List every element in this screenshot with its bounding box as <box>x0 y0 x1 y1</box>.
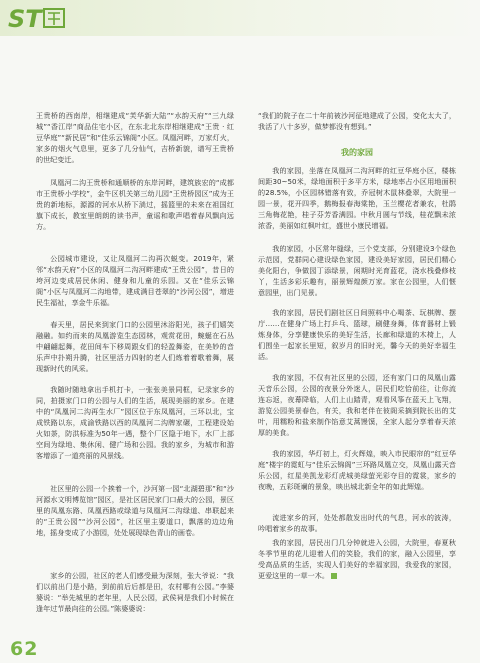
svg-text:ST: ST <box>8 5 42 33</box>
intro-paragraph: “我们的院子在二十年前被沙河征地建成了公园，变化太大了，我活了八十多岁，做梦都没有想到。” <box>258 111 456 131</box>
end-mark-icon <box>331 573 337 579</box>
paragraph: 我的家园，居民们剧社区日间照料中心喝茶、玩棋牌、摆庁……在健身广场上打乒乓、篮球，刷健身舞，体育器材上锻炼身体，分享健康快乐的美好生活，长廊和绿道的木椅上，人们围坐一起家长里短，叙岁月的旧时光，馨今天的美好幸福生活。 <box>258 308 456 361</box>
paragraph: 我的家园，华灯初上，灯火辉煌，映入市民眼帘的“红豆华庭”楼宇的霓虹与“佳乐云锦阁”三环路凤凰立交，凤凰山露天音乐公园，红星美凯龙彩灯虎城美绿萤光彩夺目的霓裳，家乡的夜晚，五彩斑斓的景象，映出城北新全年的如此辉煌。 <box>258 449 456 491</box>
paragraph: 我的家园，不仅有社区里的公园，还有家门口的凤凰山露天音乐公园，公园的夜景分外迷人，居民们吃恰前往，让你流连忘返，夜幕降临，人们上山踏青，观看风筝在蓝天上飞翔，游览公园美景春色，有关，我和老伴在彼阁采摘到院长出的艾叶，用糯粉和盐来制作馅意艾蒿馒馍，全家人起分享着春天浓厚的美食。 <box>258 373 456 437</box>
paragraph-text: 我的家园，居民出门几分钟就进入公园，大院里，春夏秋冬季节里的花儿迎着人们的笑脸，我们的家，融入公园里，享受高品质的生活，实现人们美好的幸福家园，我爱我的家园，更爱这里的一草一木。 <box>258 538 456 580</box>
paragraph: 家乡的公园，社区的老人们感受最为深刻，张大爷说：“我们以前出门是小路，到前前后后都是田，农村哪有公园。”李婆婆说：“举先城里的老年里，人民公园，武侯祠是我们小时候在逢年过节最向往的公园。”陈婆婆说： <box>36 571 234 613</box>
paragraph: 我随时随地拿出手机打卡，一张张美景同框，记录家乡的同，拍摄家门口的公园与人们的生活，展现美丽的家乡。在建中的“凤凰河二沟再生水厂”园区位于东凤凰河，三环以北，宝成铁路以东，成渝铁路以西的凤凰河二沟牌家碾，工程建设始火如荼，防洪标准为50年一遇，整个厂区隐于地下，水厂上部空间为绿地、集休闲、健广场和公园。我的家乡，为城市和游客增添了一道亮丽的风景线。 <box>36 385 234 460</box>
paragraph: 我的家园，坐落在凤凰河二沟河畔的红豆华庭小区，楼栋间距30~50米，绿地面积于多平方米，绿地率占小区用地面积的28.5%，小区园林错落有致，乔冠树木鼠林叠翠，大院里一园一景，花开四季，鹅梅报春海棠艳，玉兰樱花者兼农，杜鹃三角梅花艳，桂子芬芳香满园。中秋月圆与节线，桂花飘未浓浓香，美丽如红枫叶红，盛世小康民增福。 <box>258 166 456 230</box>
paragraph: 流进家乡的河，处处都散发出时代的气息，河水的波涛，吟唱着家乡的故事。 <box>258 513 456 533</box>
paragraph: 王贵桥的西南岸，相继建成“芙华新大陆”“水韵天府”“三九绿城”“香江岸”商品住宅小区，在东北北东岸相继建成“王贵 · 红豆华庭”“新民居”和“佳乐云锦阁”小区。凤凰河畔，万家灯火，家多的烟火气息里，更多了几分仙气，吉桥新貌，谱写王贵桥的世纪变迁。 <box>36 111 234 164</box>
paragraph: 春天里，居民来到家门口的公园里沐浴阳光，孩子们嬉笑融融。如约而来的凤凰游览生态园林，观赏花田，蜿蜒在石丛中翩翩起舞，花田间车下移周跟女们的轻盈舞姿，在美妙的音乐声中扑朔升腾，社区里活力四射的老人们炼着着歌着舞，展现新时代的风采。 <box>36 320 234 373</box>
paragraph: 我的家园，小区常年缝绿，三个党支部，分别建设3个绿色示范园，党群同心建设绿色家园，建设美好家园，居民们精心美化阳台，争做园丁添绿景，闲期时光育蓝花，浇水栈叠修枝丫，生活多彩乐趣有，丽景辉煌颜万家。家在公园里，人们惬意园里，出门见景。 <box>258 244 456 297</box>
paragraph: 凤凰河二沟王贵桥和通顺桥的东岸河畔，建筑族宏的“成都市王贵桥小学校”，金牛区机关第三幼儿园“王贵桥园区”成为王贵的新地标，源源的河水从桥下淌过，摇篮里的未来在祖国红旗下成长，教室里朗朗的读书声，童谣和歌声唱着春风飘向远方。 <box>36 178 234 231</box>
page-number: 62 <box>10 638 39 660</box>
magazine-logo <box>8 3 86 33</box>
paragraph: 社区里的公园一个挨着一个，沙河第一园“北湖碧那”和“沙河源水文明博览馆”园区，是社区居民家门口最大的公园，景区里的凤凰东路、凤凰西路或绿道与凤凰河二沟绿道、串联起来的“王贵公园”“沙河公园”，社区里主要道口，飘落的边边角地，摇身变成了小游园，处处展现绿色青山的画卷。 <box>36 484 234 537</box>
paragraph <box>258 537 456 581</box>
paragraph: 公园城市建设，又让凤凰河二沟再次蜕变。2019年，紧邻“水韵天府”小区的凤凰河二沟河畔建成“王贵公园”，昔日的垮河边变成居民休闲、健身和儿童的乐园。又在“佳乐云锦阁”小区与凤凰河二沟地带，建成满目苍翠的“沙河公园”，增进民生福祉，享金牛乐福。 <box>36 254 234 307</box>
section-title: 我的家园 <box>341 148 373 157</box>
